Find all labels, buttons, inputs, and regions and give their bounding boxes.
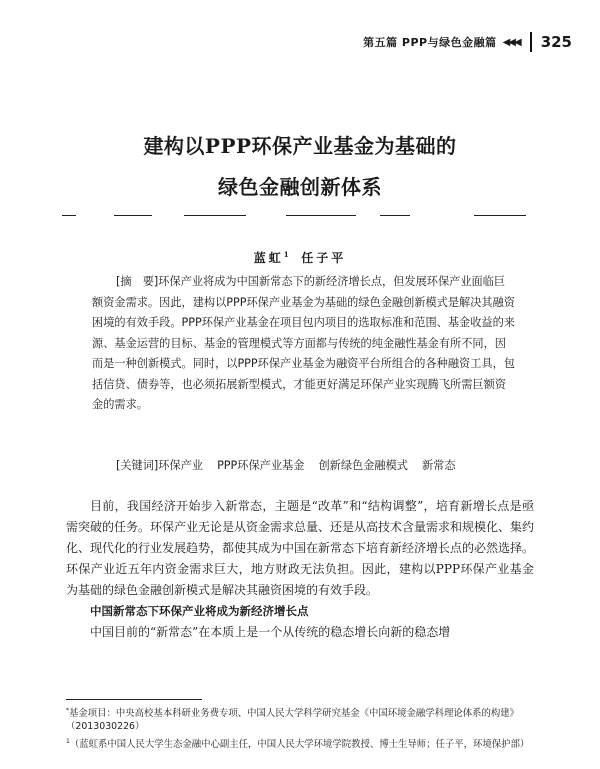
footnote-text: 基金项目：中央高校基本科研业务费专项、中国人民大学科学研究基金《中国环境金融学科理论体系的构建》（2013030226） — [66, 708, 520, 733]
title-rule-segment — [62, 215, 76, 216]
abstract-label: [摘 要] — [116, 275, 159, 288]
article-title-line-1: 建构以PPP环保产业基金为基础的 — [143, 134, 457, 158]
body-paragraph: 目前，我国经济开始步入新常态，主题是“改革”和“结构调整”，培育新增长点是亟需突破的任务。环保产业无论是从资金需求总量、还是从高技术含量需求和规模化、集约化、现代化的行业发展趋势，都使其成为中国在新常态下培育新经济增长点的必然选择。环保产业近五年内资金需求巨大，地方财政无法负担。因此，建构以PPP环保产业基金为基础的绿色金融创新模式是解决其融资困境的有效手段。 — [66, 499, 535, 597]
keyword: 新常态 — [421, 459, 456, 472]
abstract — [92, 272, 516, 416]
footnotes — [66, 704, 536, 753]
section-heading: 中国新常态下环保产业将成为新经济增长点 — [90, 604, 309, 618]
title-rule-segment — [286, 215, 356, 216]
author-footnote-mark: 1 — [283, 250, 289, 259]
author-name: 蓝虹 — [253, 251, 284, 265]
author-name: 任子平 — [301, 251, 347, 265]
title-rule-segment — [114, 215, 152, 216]
footnote-rule — [66, 699, 202, 700]
keyword: PPP环保产业基金 — [217, 459, 305, 472]
body-paragraph: 中国目前的“新常态”在本质上是一个从传统的稳态增长向新的稳态增 — [90, 625, 451, 639]
abstract-text: 环保产业将成为中国新常态下的新经济增长点，但发展环保产业面临巨额资金需求。因此，建构以PPP环保产业基金为基础的绿色金融创新模式是解决其融资困境的有效手段。PPP环保产业基金在项目包内项目的选取标准和范围、基金收益的来源、基金运营的目标、基金的管理模式等方面都与传统的纯金融性基金有所不同，因而是一种创新模式。同时，以PPP环保产业基金为融资平台所组合的各种融资工具，包括信贷、债券等，也必须拓展新型模式，才能更好满足环保产业实现腾飞所需巨额资金的需求。 — [92, 275, 515, 411]
title-rule-segment — [380, 215, 410, 216]
funding-footnote — [66, 704, 536, 733]
running-header — [363, 27, 572, 57]
footnote-text: （蓝虹系中国人民大学生态金融中心副主任，中国人民大学环境学院教授、博士生导师；任子平，环境保护部） — [69, 739, 530, 751]
keywords-label: [关键词] — [116, 459, 159, 472]
keyword: 环保产业 — [158, 459, 204, 472]
title-rule-segment — [184, 215, 246, 216]
author-line — [0, 249, 600, 266]
keywords — [116, 457, 526, 473]
page-number: 325 — [540, 33, 572, 51]
body-text — [66, 496, 534, 643]
keyword: 创新绿色金融模式 — [318, 459, 408, 472]
footnote-mark: 1 — [66, 738, 70, 746]
title-rule-segment — [474, 215, 526, 216]
article-title-line-2: 绿色金融创新体系 — [218, 175, 382, 199]
footnote-mark: * — [66, 707, 69, 714]
section-label: 第五篇 PPP与绿色金融篇 — [363, 36, 497, 49]
header-divider — [530, 32, 532, 52]
triple-arrow-icon: ◀◀◀ — [502, 36, 520, 48]
author-footnote — [66, 735, 536, 751]
